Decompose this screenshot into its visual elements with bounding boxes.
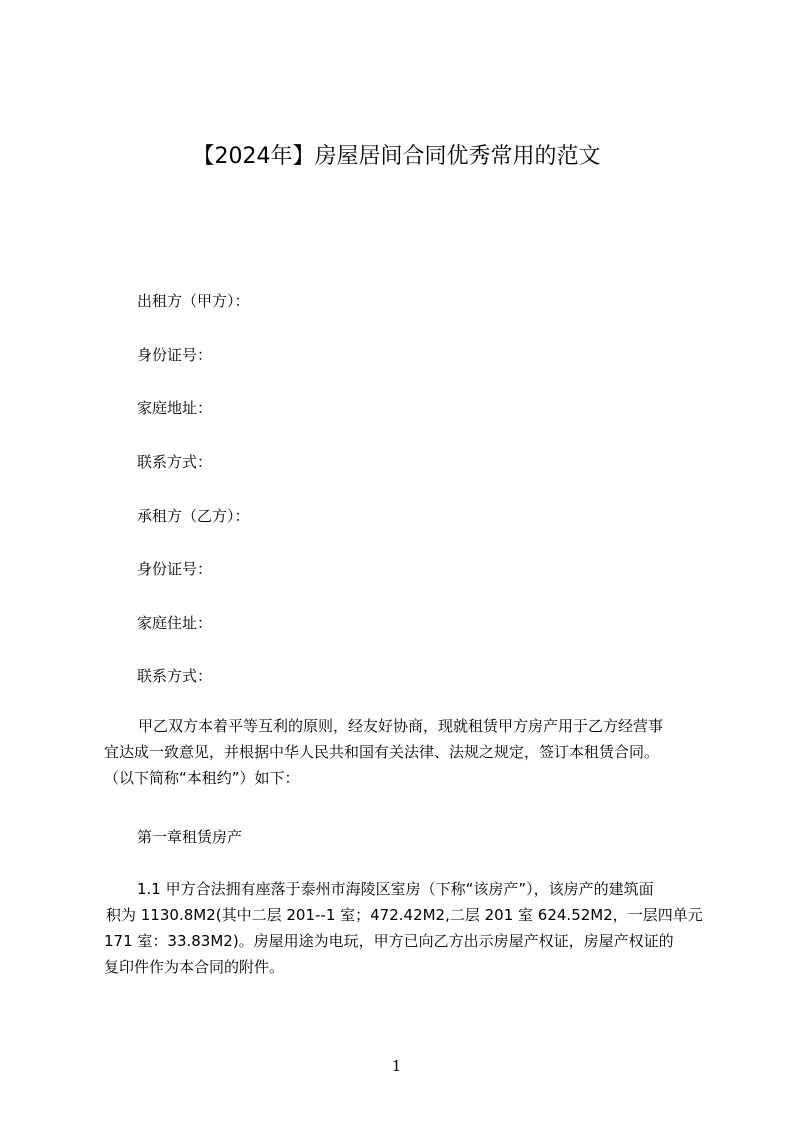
lessor-contact-label: 联系方式： (137, 453, 213, 471)
lessor-label: 出租方（甲方）： (137, 292, 250, 310)
clause-line: 171 室：33.83M2)。房屋用途为电玩，甲方已向乙方出示房屋产权证，房屋产权证的 (104, 932, 674, 950)
lessee-label: 承租方（乙方）： (137, 507, 250, 525)
page-number: 1 (391, 1057, 402, 1075)
lessee-contact-label: 联系方式： (137, 667, 213, 685)
clause-1-1-paragraph (104, 876, 704, 980)
clause-line: 复印件作为本合同的附件。 (104, 958, 285, 976)
lessee-id-label: 身份证号： (137, 560, 213, 578)
chapter-heading: 第一章租赁房产 (137, 828, 243, 846)
intro-line: 宜达成一致意见，并根据中华人民共和国有关法律、法规之规定，签订本租赁合同。 (104, 743, 660, 761)
clause-line: 1.1 甲方合法拥有座落于泰州市海陵区室房（下称“该房产”），该房产的建筑面 (137, 880, 654, 898)
lessor-id-label: 身份证号： (137, 346, 213, 364)
lessor-address-label: 家庭地址： (137, 399, 213, 417)
lessee-address-label: 家庭住址： (137, 614, 213, 632)
intro-paragraph (104, 713, 704, 791)
intro-line: 甲乙双方本着平等互利的原则，经友好协商，现就租赁甲方房产用于乙方经营事 (138, 717, 664, 735)
clause-line: 积为 1130.8M2(其中二层 201--1 室；472.42M2,二层 201 室 624.52M2，一层四单元 (106, 906, 703, 924)
page-title: 【2024年】房屋居间合同优秀常用的范文 (192, 144, 601, 169)
intro-line: （以下简称“本租约”）如下： (104, 769, 300, 787)
